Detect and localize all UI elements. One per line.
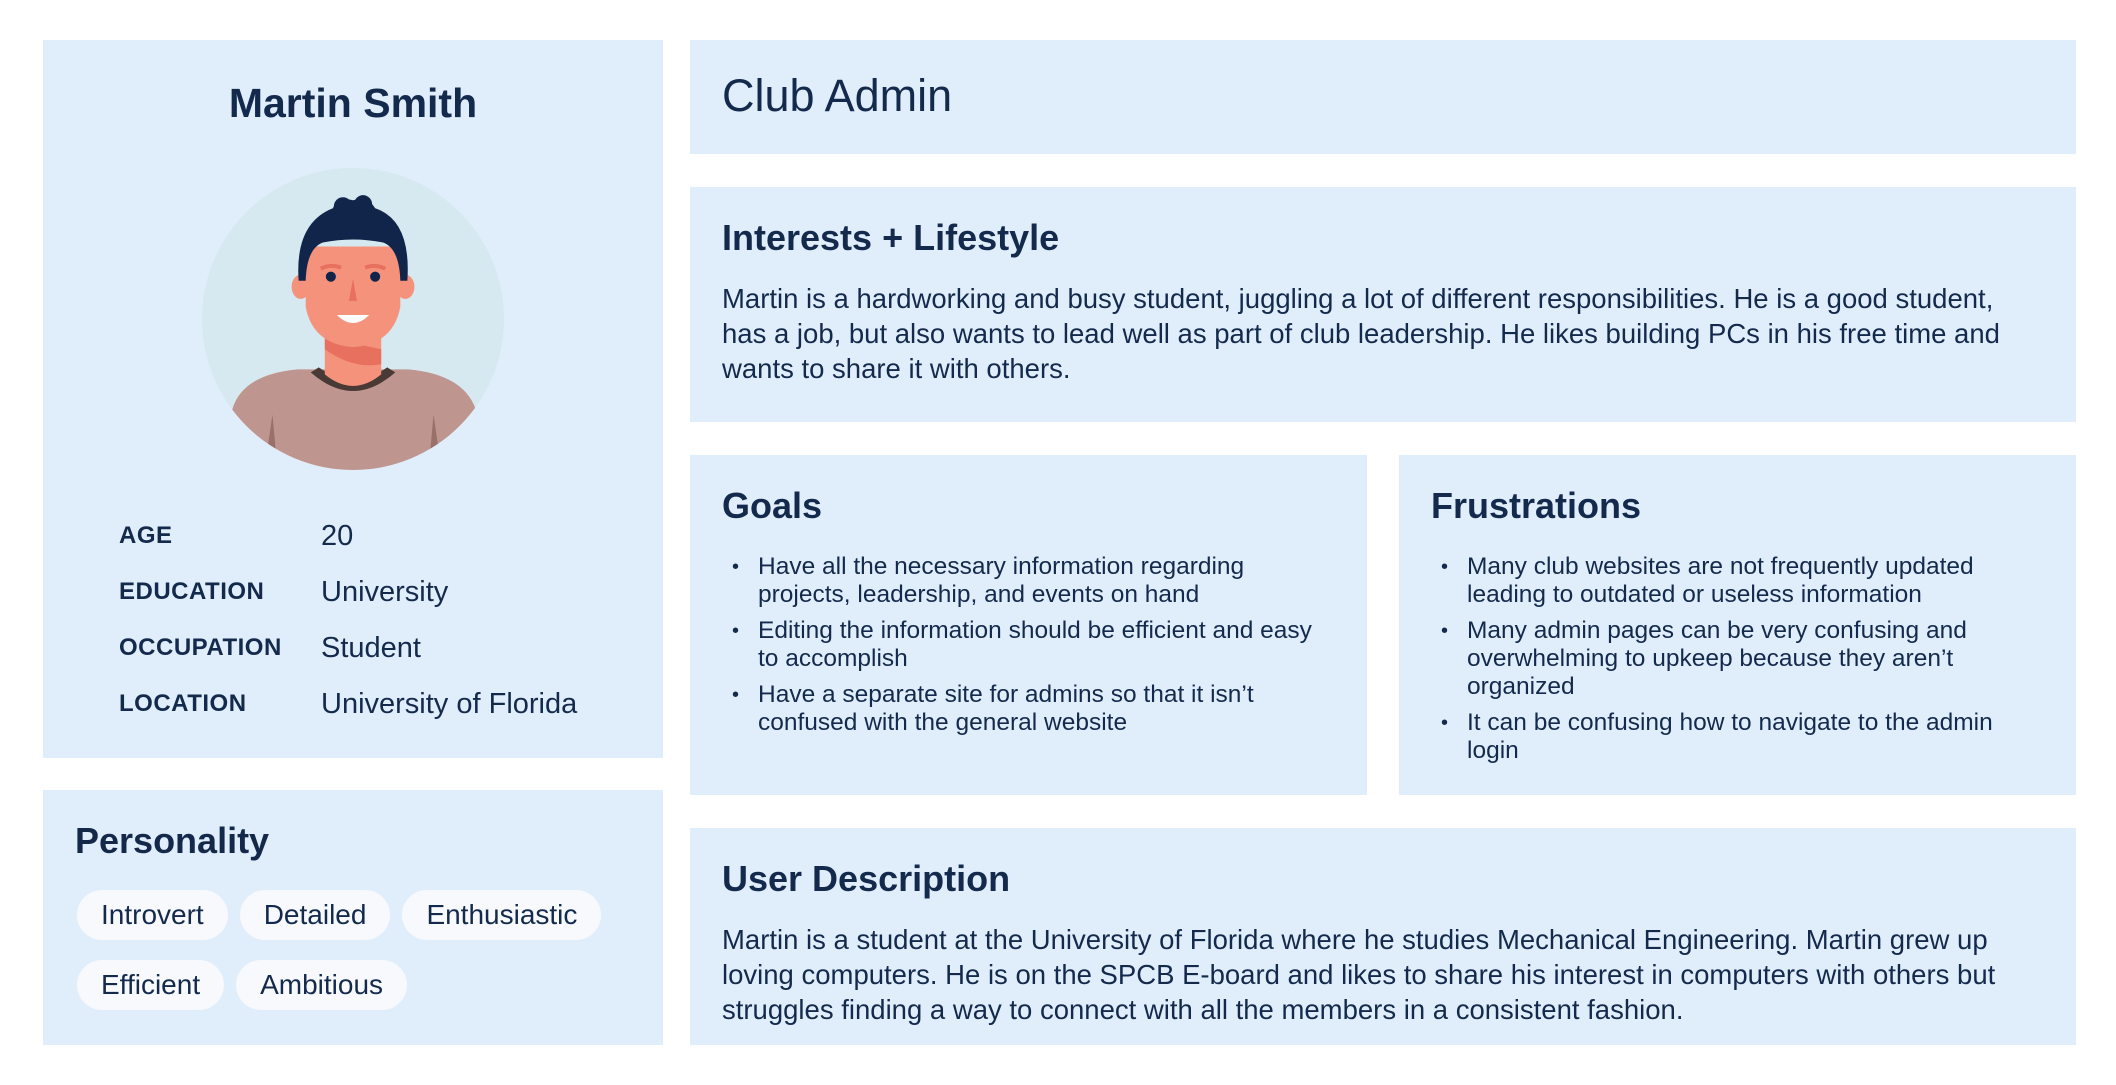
list-item: • Have a separate site for admins so that it isn’t confused with the general website <box>722 681 1335 737</box>
goals-card <box>690 455 1367 795</box>
occupation-label: OCCUPATION <box>119 634 282 661</box>
list-item: • It can be confusing how to navigate to the admin login <box>1431 709 2044 765</box>
persona-name: Martin Smith <box>228 80 478 126</box>
frustrations-card <box>1399 455 2076 795</box>
personality-card <box>43 790 663 1045</box>
interests-card <box>690 187 2076 422</box>
occupation-value: Student <box>321 631 421 664</box>
age-label: AGE <box>119 522 173 549</box>
trait-chip: Detailed <box>240 890 391 940</box>
persona-info-table <box>119 508 577 732</box>
trait-chip: Efficient <box>77 960 224 1010</box>
user-description-text: Martin is a student at the University of Florida where he studies Mechanical Engineering. Martin grew up loving computers. He is on the SPCB E-board and likes to share his interest in computers with others but struggles finding a way to connect with all the members in a consistent fashion. <box>722 924 1996 1025</box>
role-title: Club Admin <box>722 70 953 121</box>
interests-heading: Interests + Lifestyle <box>722 217 1060 258</box>
info-row-education <box>119 564 577 620</box>
location-label: LOCATION <box>119 690 247 717</box>
list-item: • Many admin pages can be very confusing and overwhelming to upkeep because they aren’t organized <box>1431 617 2044 701</box>
goals-list <box>722 553 1335 737</box>
info-row-age <box>119 508 577 564</box>
interests-text: Martin is a hardworking and busy student, juggling a lot of different responsibilities. He is a good student, has a job, but also wants to lead well as part of club leadership. He likes building PCs in his free time and wants to share it with others. <box>722 283 2000 384</box>
location-value: University of Florida <box>321 687 578 720</box>
info-row-occupation <box>119 620 577 676</box>
trait-chip: Introvert <box>77 890 228 940</box>
goals-heading: Goals <box>722 485 823 526</box>
role-title-card <box>690 40 2076 154</box>
info-row-location <box>119 676 577 732</box>
education-label: EDUCATION <box>119 578 265 605</box>
frustrations-heading: Frustrations <box>1431 485 1642 526</box>
frustrations-list <box>1431 553 2044 765</box>
age-value: 20 <box>321 519 354 552</box>
avatar-illustration <box>202 168 504 470</box>
profile-card <box>43 40 663 758</box>
user-description-card <box>690 828 2076 1045</box>
education-value: University <box>321 575 449 608</box>
list-item: • Editing the information should be efficient and easy to accomplish <box>722 617 1335 673</box>
list-item: • Have all the necessary information regarding projects, leadership, and events on hand <box>722 553 1335 609</box>
personality-traits <box>77 890 647 1010</box>
list-item: • Many club websites are not frequently updated leading to outdated or useless information <box>1431 553 2044 609</box>
trait-chip: Ambitious <box>236 960 407 1010</box>
user-description-heading: User Description <box>722 858 1011 899</box>
trait-chip: Enthusiastic <box>402 890 601 940</box>
personality-heading: Personality <box>75 820 270 861</box>
